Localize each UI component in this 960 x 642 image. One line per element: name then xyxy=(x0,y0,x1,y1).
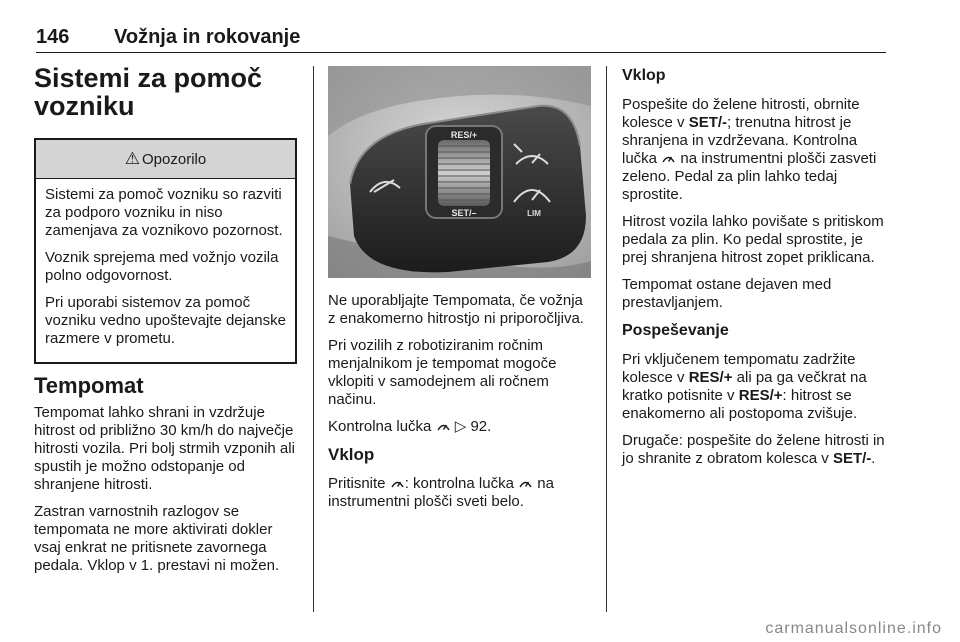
subsection-title-tempomat: Tempomat xyxy=(34,373,144,398)
column-divider-left xyxy=(313,66,314,612)
warning-paragraph: Pri uporabi sistemov za pomoč vozniku vedno upoštevajte dejanske razmere v prometu. xyxy=(45,294,286,347)
cruise-control-icon xyxy=(519,477,532,489)
warning-header xyxy=(36,140,295,179)
left-column-top xyxy=(34,64,302,120)
res-plus-control: RES/+ xyxy=(738,387,783,404)
right-column-text xyxy=(622,66,888,477)
page-reference-icon[interactable]: ▷ xyxy=(454,418,467,435)
lim-label: LIM xyxy=(527,209,541,218)
body-paragraph: Pospešite do želene hitrosti, obrnite kolesce v SET/-; trenutna hitrost je shranjena in vzdrževana. Kontrolna lučka na instrumentni plošči zasveti zeleno. Pedal za plin lahko tedaj sprostite. xyxy=(622,96,877,203)
body-paragraph: Drugače: pospešite do želene hitrosti in jo shranite z obratom kolesca v SET/-. xyxy=(622,432,885,467)
set-minus-control: SET/- xyxy=(832,450,872,467)
body-paragraph: Pritisnite : kontrolna lučka na instrumentni plošči sveti belo. xyxy=(328,475,554,510)
body-paragraph: Zastran varnostnih razlogov se tempomata ne more aktivirati dokler vsaj enkrat ne pritisnete zavornega pedala. Vklop v 1. prestavi ni možen. xyxy=(34,503,280,574)
body-paragraph: Tempomat ostane dejaven med prestavljanjem. xyxy=(622,276,832,311)
cruise-control-icon xyxy=(391,477,404,489)
chapter-title: Vožnja in rokovanje xyxy=(114,26,301,48)
header-rule xyxy=(36,52,886,53)
column-divider-right xyxy=(606,66,607,612)
body-paragraph: Pri vozilih z robotiziranim ročnim menjalnikom je tempomat mogoče vklopiti v samodejnem ali ročnem načinu. xyxy=(328,337,557,408)
cruise-control-icon xyxy=(437,420,450,432)
heading-line-1: Sistemi za pomoč xyxy=(34,63,263,93)
warning-triangle-icon: ⚠ xyxy=(124,149,141,168)
set-minus-control: SET/- xyxy=(688,114,728,131)
warning-body xyxy=(36,179,295,348)
middle-column-text xyxy=(328,292,590,520)
page-reference-number[interactable]: 92. xyxy=(470,418,492,435)
warning-paragraph: Sistemi za pomoč vozniku so razviti za podporo vozniku in niso zamenjava za voznikovo pozornost. xyxy=(45,186,283,239)
left-column-bottom xyxy=(34,374,302,584)
subheading-vklop: Vklop xyxy=(622,67,666,84)
res-plus-label: RES/+ xyxy=(450,130,478,140)
body-paragraph: Pri vključenem tempomatu zadržite kolesce v RES/+ ali pa ga večkrat na kratko potisnite v RES/+: hitrost se enakomerno ali postopoma zvišuje. xyxy=(622,351,867,422)
page-header xyxy=(36,26,886,52)
warning-box xyxy=(34,138,297,364)
body-paragraph: Tempomat lahko shrani in vzdržuje hitrost od približno 30 km/h do največje hitrosti vozila. Pri bolj strmih vzponih ali spustih je možno odstopanje od shranjene hitrosti. xyxy=(34,404,295,493)
warning-title: Opozorilo xyxy=(142,150,207,168)
set-minus-label: SET/– xyxy=(451,208,477,218)
body-paragraph: Kontrolna lučka ▷ 92. xyxy=(328,418,492,435)
res-plus-control: RES/+ xyxy=(688,369,733,386)
steering-wheel-illustration xyxy=(328,66,591,278)
body-paragraph: Ne uporabljajte Tempomata, če vožnja z enakomerno hitrostjo ni priporočljiva. xyxy=(328,292,584,327)
body-paragraph: Hitrost vozila lahko povišate s pritiskom pedala za plin. Ko pedal sprostite, je prej shranjena hitrost zopet priklicana. xyxy=(622,213,884,266)
section-heading xyxy=(34,64,302,120)
subheading-vklop: Vklop xyxy=(328,445,375,464)
subheading-pospesevanje: Pospeševanje xyxy=(622,322,729,339)
page-number: 146 xyxy=(36,26,70,48)
watermark: carmanualsonline.info xyxy=(765,620,942,637)
steering-wheel-controls-photo xyxy=(328,66,591,278)
warning-paragraph: Voznik sprejema med vožnjo vozila polno odgovornost. xyxy=(45,249,279,284)
heading-line-2: vozniku xyxy=(34,91,135,121)
cruise-control-icon xyxy=(662,152,675,164)
